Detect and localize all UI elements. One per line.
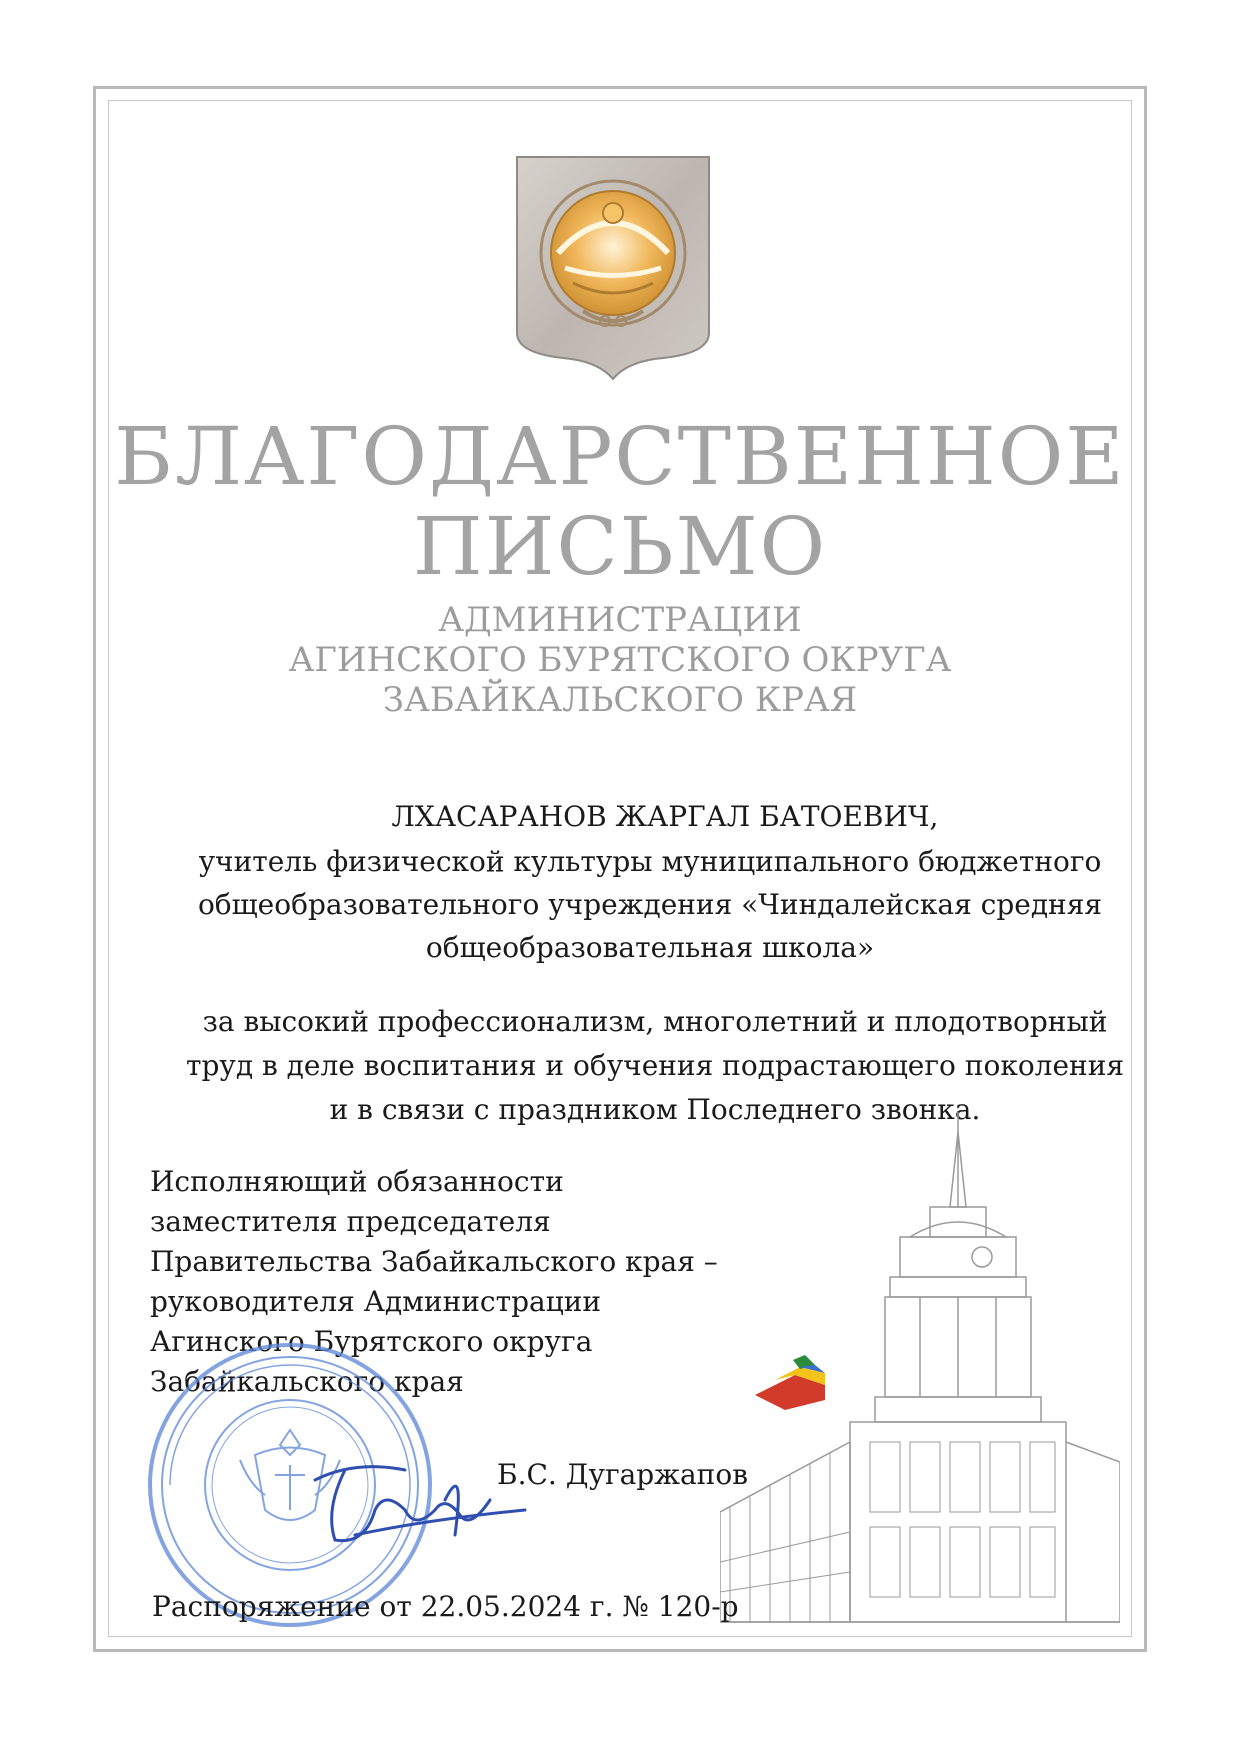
signatory-name: Б.С. Дугаржапов <box>497 1458 748 1491</box>
document-title-line-2: ПИСЬМО <box>412 500 828 593</box>
reason-line: за высокий профессионализм, многолетний и плодотворный <box>202 1005 1108 1038</box>
signatory-title-line: заместителя председателя <box>150 1205 551 1238</box>
issuer-line-1: АДМИНИСТРАЦИИ <box>438 600 802 640</box>
buryat-coat-of-arms-icon <box>513 153 713 381</box>
recipient-position-line: учитель физической культуры муниципального бюджетного <box>198 845 1102 878</box>
recipient-position-line: общеобразовательная школа» <box>425 931 875 964</box>
decree-reference: Распоряжение от 22.05.2024 г. № 120-р <box>152 1590 739 1623</box>
document-title-line-1: БЛАГОДАРСТВЕННОЕ <box>114 410 1126 503</box>
signatory-title-line: Агинского Бурятского округа <box>150 1325 593 1358</box>
recipient-position-line: общеобразовательного учреждения «Чиндалейская средняя <box>197 888 1103 921</box>
issuer-line-2: АГИНСКОГО БУРЯТСКОГО ОКРУГА <box>288 640 952 680</box>
signatory-title-line: Исполняющий обязанности <box>150 1165 564 1198</box>
issuer-line-3: ЗАБАЙКАЛЬСКОГО КРАЯ <box>382 680 858 720</box>
reason-line: труд в деле воспитания и обучения подрастающего поколения <box>185 1049 1125 1082</box>
recipient-name: ЛХАСАРАНОВ ЖАРГАЛ БАТОЕВИЧ, <box>391 800 939 833</box>
signatory-title-line: Правительства Забайкальского края – <box>150 1245 718 1278</box>
signatory-title-line: Забайкальского края <box>150 1365 464 1398</box>
reason-line: и в связи с праздником Последнего звонка. <box>329 1093 981 1126</box>
signatory-title-line: руководителя Администрации <box>150 1285 602 1318</box>
zabaykalsky-flag-icon <box>755 1355 825 1410</box>
